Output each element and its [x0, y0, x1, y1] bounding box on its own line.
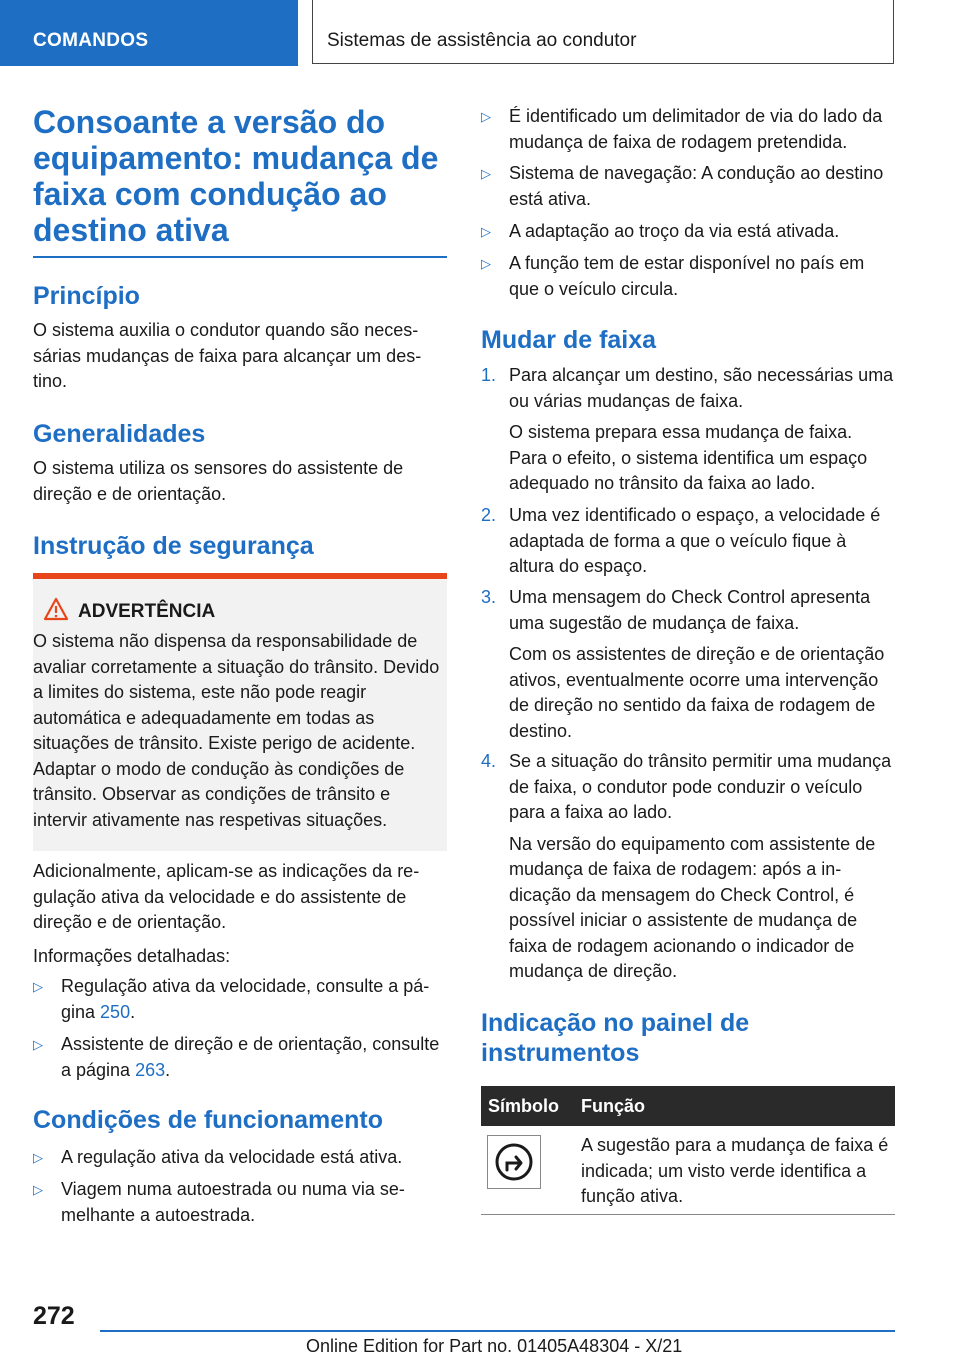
- list-item: ▷ Regulação ativa da velocidade, consulte a página 250.: [33, 976, 430, 1022]
- page-number: 272: [33, 1302, 75, 1330]
- footer-divider: [100, 1330, 895, 1332]
- warning-text: O sistema não dispensa da responsabilidade de avaliar corretamente a situação do trânsito. Devido a limites do sistema, este não pode reagir automática e adequadamente em todas as situações de trânsito. Existe perigo de acidente. Adaptar o modo de condução às condições de trânsito. Observar as condições de trânsito e intervir ativamente nas respetivas situações.: [33, 631, 440, 830]
- table-bottom-rule: [481, 1214, 895, 1215]
- chapter-title: Sistemas de assistência ao condutor: [327, 30, 637, 51]
- bullet-triangle-icon: ▷: [33, 1037, 43, 1052]
- list-item: ▷ A adaptação ao troço da via está ativada.: [481, 219, 895, 245]
- table-cell-function: A sugestão para a mudança de faixa é indicada; um visto verde identifica a função ativa.: [581, 1135, 889, 1206]
- bullet-triangle-icon: ▷: [481, 224, 491, 239]
- section-tab: [0, 0, 298, 66]
- warning-box: [33, 573, 447, 851]
- text-principio: O sistema auxilia o condutor quando são necessárias mudanças de faixa para alcançar um destino.: [33, 320, 422, 391]
- chapter-header: [312, 0, 894, 64]
- text-additional: Adicionalmente, aplicam-se as indicações da regulação ativa da velocidade e do assistente de direção e de orientação.: [33, 861, 420, 932]
- bullet-triangle-icon: ▷: [33, 979, 43, 994]
- bullet-triangle-icon: ▷: [481, 109, 491, 124]
- title-divider: [33, 256, 447, 258]
- section-label: COMANDOS: [33, 30, 149, 51]
- bullet-triangle-icon: ▷: [481, 256, 491, 271]
- warning-triangle-icon: [43, 597, 69, 621]
- page-link-250[interactable]: 250: [100, 1001, 131, 1022]
- lane-change-suggestion-icon: [487, 1135, 541, 1189]
- list-item: ▷ A regulação ativa da velocidade está ativa.: [33, 1145, 447, 1171]
- page-link-263[interactable]: 263: [135, 1059, 166, 1080]
- list-item: 2. Uma vez identificado o espaço, a velocidade é adaptada de forma a que o veículo fique à altura do espaço.: [481, 505, 881, 576]
- heading-generalidades: Generalidades: [33, 420, 206, 448]
- col-symbol: Símbolo: [488, 1096, 559, 1116]
- main-title: Consoante a versão do equipamento: mudança de faixa com condução ao destino ativa: [33, 104, 439, 248]
- list-item: 1. Para alcançar um destino, são necessárias uma ou várias mudanças de faixa. O sistema prepara essa mudança de faixa. Para o efeito, o sistema identifica um espaço adequado no trânsito da faixa ao lado.: [481, 365, 894, 493]
- heading-mudar: Mudar de faixa: [481, 326, 657, 354]
- warning-title: ADVERTÊNCIA: [78, 601, 216, 622]
- col-function: Função: [581, 1096, 646, 1116]
- list-item: ▷ Viagem numa autoestrada ou numa via semelhante a autoestrada.: [33, 1179, 405, 1225]
- heading-seguranca: Instrução de segurança: [33, 532, 314, 560]
- bullet-triangle-icon: ▷: [481, 166, 491, 181]
- bullet-triangle-icon: ▷: [33, 1150, 43, 1165]
- list-item: 3. Uma mensagem do Check Control apresenta uma sugestão de mudança de faixa. Com os assistentes de direção e de orientação ativos, eventualmente ocorre uma intervenção de direção no sentido da faixa de rodagem de destino.: [481, 587, 885, 741]
- list-item: ▷ É identificado um delimitador de via do lado da mudança de faixa de rodagem pretendida.: [481, 106, 883, 152]
- bullet-triangle-icon: ▷: [33, 1182, 43, 1197]
- list-item: ▷ A função tem de estar disponível no país em que o veículo circula.: [481, 253, 865, 299]
- list-item: ▷ Assistente de direção e de orientação, consulte a página 263.: [33, 1034, 440, 1080]
- list-item: 4. Se a situação do trânsito permitir uma mudança de faixa, o condutor pode conduzir o veículo para a faixa ao lado. Na versão do equipamento com assistente de mudança de faixa de rodagem: após a indicação da mensagem do Check Control, é possível iniciar o assistente de mudança de faixa de rodagem acionando o indicador de mudança de direção.: [481, 751, 892, 981]
- heading-principio: Princípio: [33, 282, 140, 310]
- footer-edition: Online Edition for Part no. 01405A48304 - X/21: [306, 1336, 683, 1356]
- heading-indicacao: Indicação no painel de instrumentos: [481, 1009, 750, 1067]
- list-item: ▷ Sistema de navegação: A condução ao destino está ativa.: [481, 163, 884, 209]
- text-generalidades: O sistema utiliza os sensores do assistente de direção e de orientação.: [33, 458, 404, 504]
- warning-bar: [33, 573, 447, 579]
- details-label: Informações detalhadas:: [33, 946, 231, 966]
- heading-condicoes: Condições de funcionamento: [33, 1106, 384, 1134]
- table-header: [481, 1086, 895, 1126]
